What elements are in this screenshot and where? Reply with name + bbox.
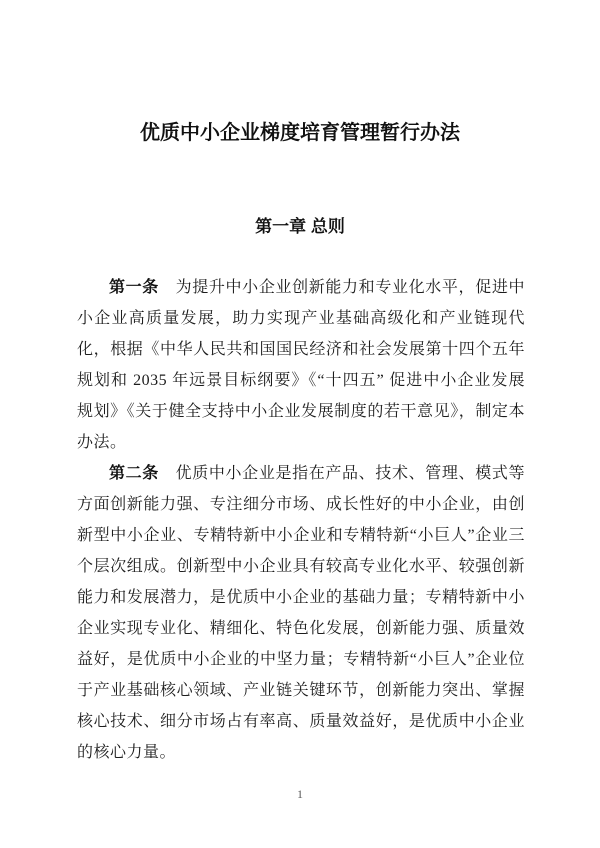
- document-body: [77, 272, 525, 768]
- paragraph: [77, 458, 525, 768]
- chapter-heading: 第一章 总则: [255, 217, 345, 236]
- article-label: 第一条: [109, 279, 176, 296]
- article-text: 为提升中小企业创新能力和专业化水平，促进中小企业高质量发展，助力实现产业基础高级化和产业链现代化，根据《中华人民共和国国民经济和社会发展第十四个五年规划和 2035 年远景目标纲要》《“十四五” 促进中小企业发展规划》《关于健全支持中小企业发展制度的若干意见》，制定本办法。: [77, 279, 525, 451]
- paragraph: [77, 272, 525, 458]
- article-label: 第二条: [109, 465, 176, 482]
- article-text: 优质中小企业是指在产品、技术、管理、模式等方面创新能力强、专注细分市场、成长性好的中小企业，由创新型中小企业、专精特新中小企业和专精特新“小巨人”企业三个层次组成。创新型中小企业具有较高专业化水平、较强创新能力和发展潜力，是优质中小企业的基础力量；专精特新中小企业实现专业化、精细化、特色化发展，创新能力强、质量效益好，是优质中小企业的中坚力量；专精特新“小巨人”企业位于产业基础核心领域、产业链关键环节，创新能力突出、掌握核心技术、细分市场占有率高、质量效益好，是优质中小企业的核心力量。: [77, 465, 525, 761]
- page-number: 1: [297, 787, 303, 801]
- document-title: 优质中小企业梯度培育管理暂行办法: [140, 122, 460, 144]
